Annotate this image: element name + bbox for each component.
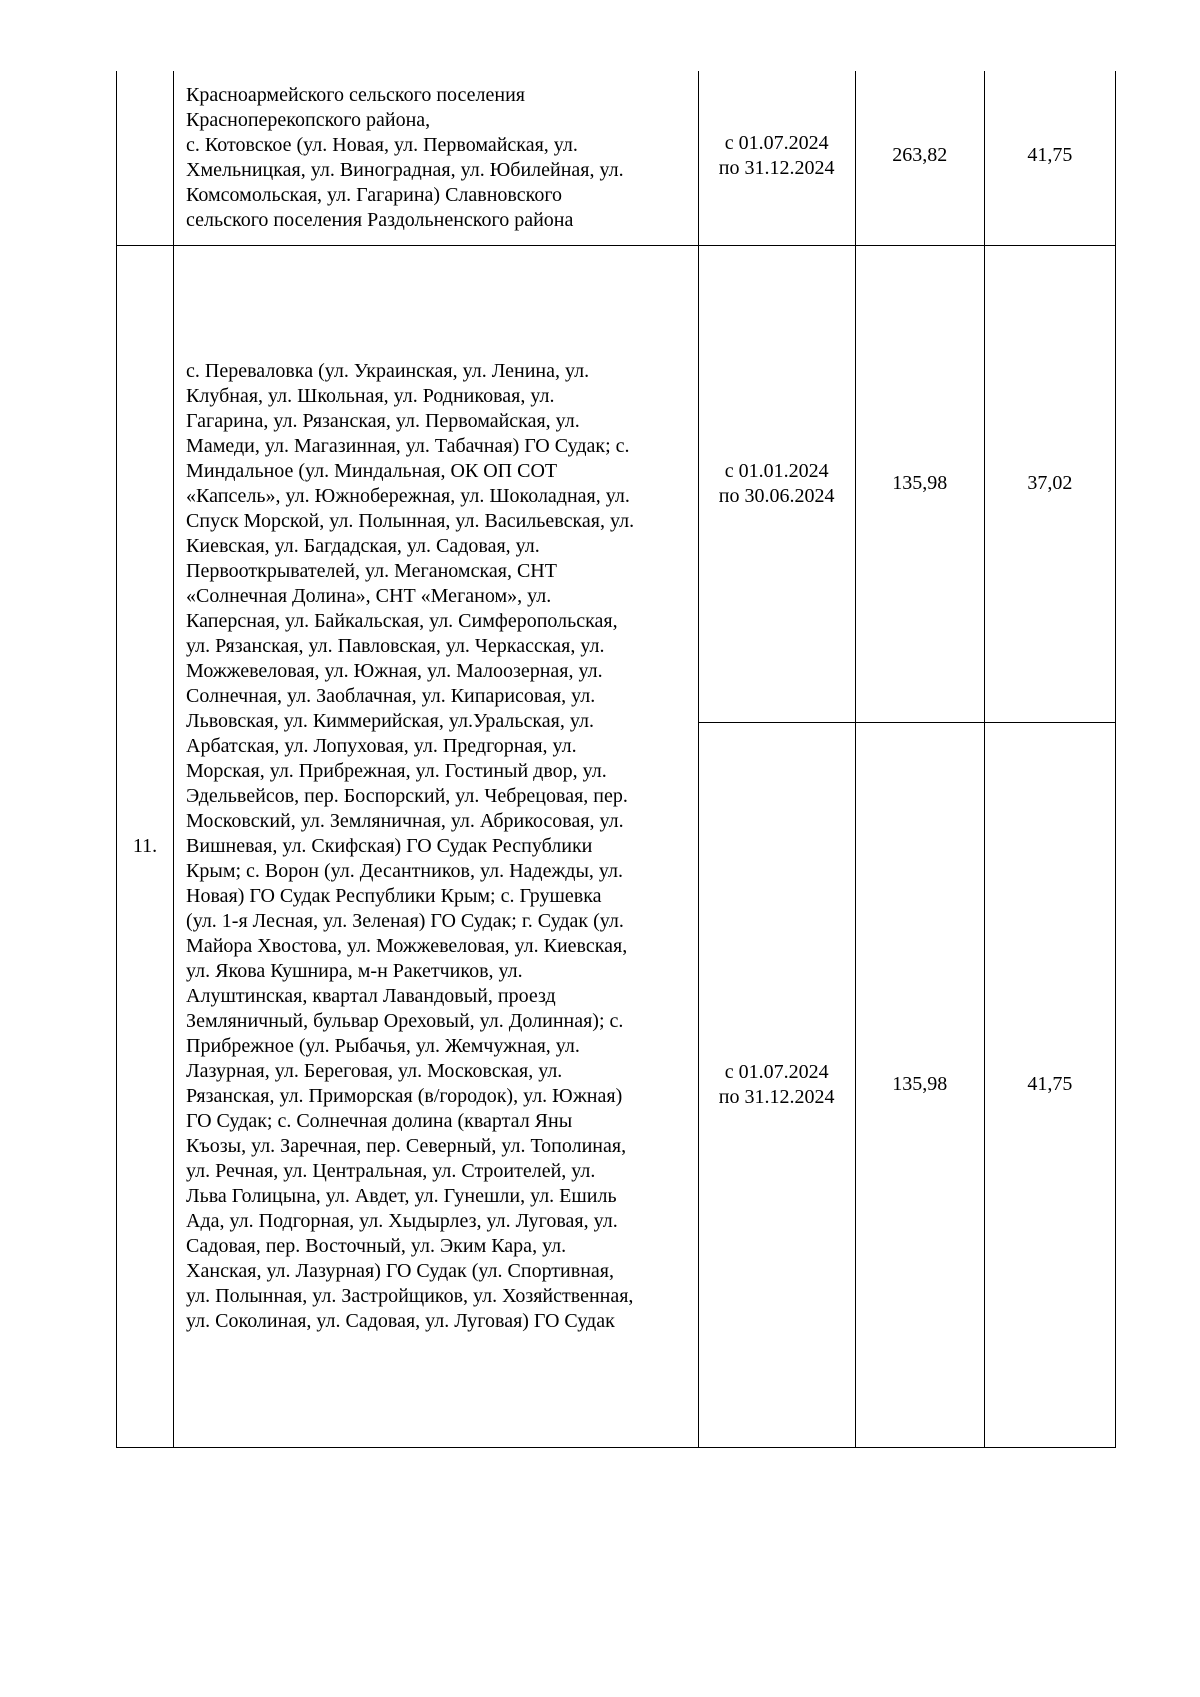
tariff-value-1-cell: 263,82 [855, 71, 984, 245]
tariff-value-2-cell: 41,75 [984, 71, 1115, 245]
row-number-cell [117, 71, 174, 245]
row-number-cell: 11. [117, 245, 174, 1447]
period-cell: с 01.07.2024 по 31.12.2024 [698, 71, 855, 245]
tariff-value-2-cell: 41,75 [984, 722, 1115, 1447]
tariff-table [116, 71, 1116, 1448]
tariff-value-1-cell: 135,98 [855, 245, 984, 722]
tariff-value-2-cell: 37,02 [984, 245, 1115, 722]
table-row [117, 245, 1116, 722]
address-list-cell: с. Переваловка (ул. Украинская, ул. Ленина, ул. Клубная, ул. Школьная, ул. Родниковая, ул. Гагарина, ул. Рязанская, ул. Первомайская, ул. Мамеди, ул. Магазинная, ул. Табачная) ГО Судак; с. Миндальное (ул. Миндальная, ОК ОП СОТ «Капсель», ул. Южнобережная, ул. Шоколадная, ул. Спуск Морской, ул. Полынная, ул. Васильевская, ул. Киевская, ул. Багдадская, ул. Садовая, ул. Первооткрывателей, ул. Меганомская, СНТ «Солнечная Долина», СНТ «Меганом», ул. Каперсная, ул. Байкальская, ул. Симферопольская, ул. Рязанская, ул. Павловская, ул. Черкасская, ул. Можжевеловая, ул. Южная, ул. Малоозерная, ул. Солнечная, ул. Заоблачная, ул. Кипарисовая, ул. Львовская, ул. Киммерийская, ул.Уральская, ул. Арбатская, ул. Лопуховая, ул. Предгорная, ул. Морская, ул. Прибрежная, ул. Гостиный двор, ул. Эдельвейсов, пер. Боспорский, ул. Чебрецовая, пер. Московский, ул. Земляничная, ул. Абрикосовая, ул. Вишневая, ул. Скифская) ГО Судак Республики Крым; с. Ворон (ул. Десантников, ул. Надежды, ул. Новая) ГО Судак Республики Крым; с. Грушевка (ул. 1-я Лесная, ул. Зеленая) ГО Судак; г. Судак (ул. Майора Хвостова, ул. Можжевеловая, ул. Киевская, ул. Якова Кушнира, м-н Ракетчиков, ул. Алуштинская, квартал Лавандовый, проезд Земляничный, бульвар Ореховый, ул. Долинная); с. Прибрежное (ул. Рыбачья, ул. Жемчужная, ул. Лазурная, ул. Береговая, ул. Московская, ул. Рязанская, ул. Приморская (в/городок), ул. Южная) ГО Судак; с. Солнечная долина (квартал Яны Къозы, ул. Заречная, пер. Северный, ул. Тополиная, ул. Речная, ул. Центральная, ул. Строителей, ул. Льва Голицына, ул. Авдет, ул. Гунешли, ул. Ешиль Ада, ул. Подгорная, ул. Хыдырлез, ул. Луговая, ул. Садовая, пер. Восточный, ул. Эким Кара, ул. Ханская, ул. Лазурная) ГО Судак (ул. Спортивная, ул. Полынная, ул. Застройщиков, ул. Хозяйственная, ул. Соколиная, ул. Садовая, ул. Луговая) ГО Судак [174, 245, 699, 1447]
tariff-value-1-cell: 135,98 [855, 722, 984, 1447]
address-list-cell: Красноармейского сельского поселения Красноперекопского района, с. Котовское (ул. Новая, ул. Первомайская, ул. Хмельницкая, ул. Виноградная, ул. Юбилейная, ул. Комсомольская, ул. Гагарина) Славновского сельского поселения Раздольненского района [174, 71, 699, 245]
period-cell: с 01.01.2024 по 30.06.2024 [698, 245, 855, 722]
period-cell: с 01.07.2024 по 31.12.2024 [698, 722, 855, 1447]
table-row [117, 71, 1116, 245]
